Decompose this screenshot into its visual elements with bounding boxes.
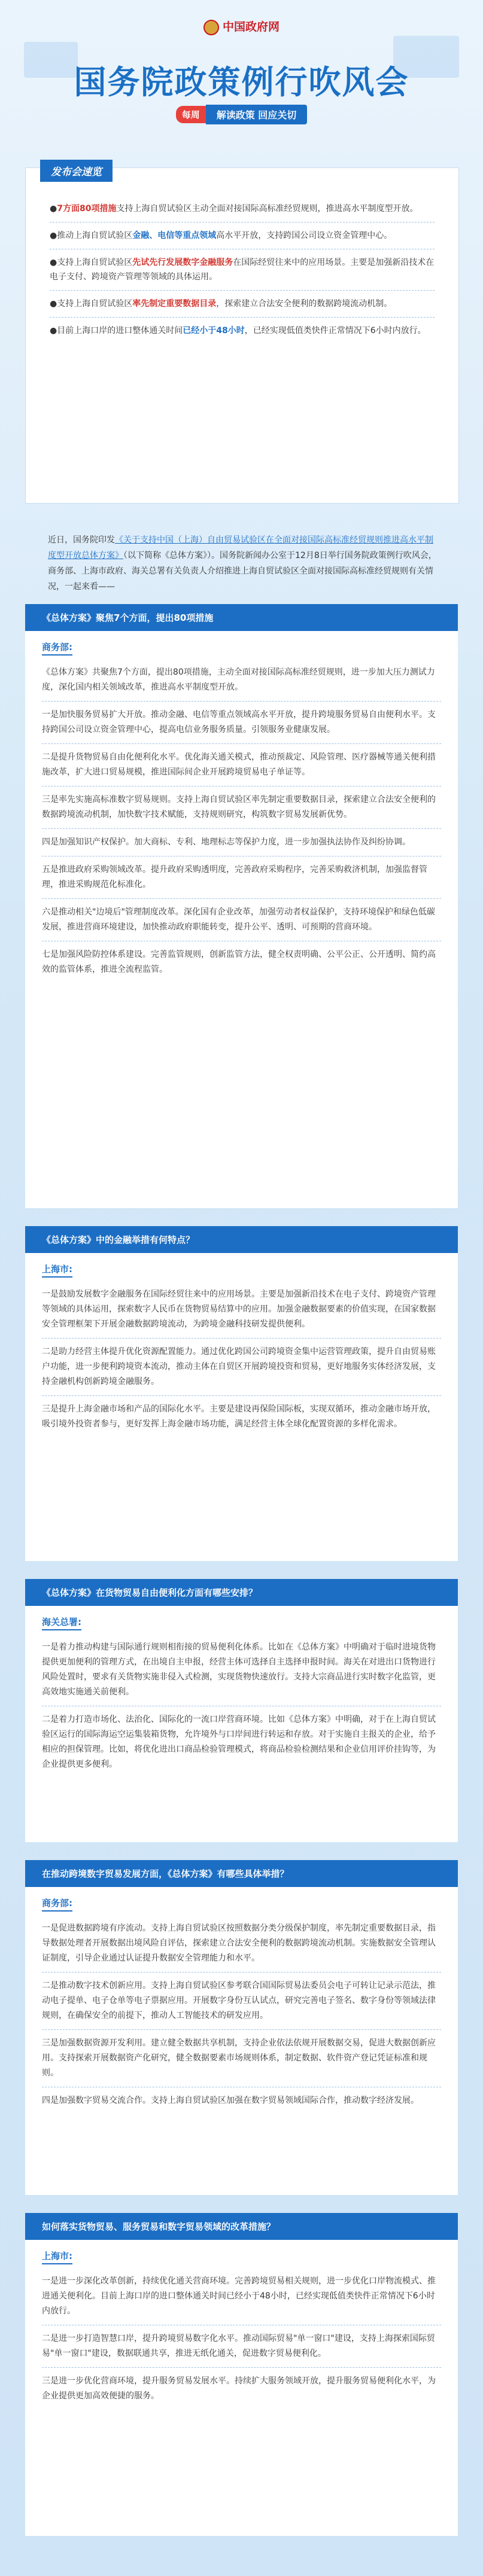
tag-badge: 每周 xyxy=(176,106,206,123)
section-paragraph: 五是推进政府采购领域改革。提升政府采购透明度，完善政府采购程序，完善采购救济机制，加强监督管理，推进采购规范化标准化。 xyxy=(42,856,441,899)
section-paragraph: 二是提升货物贸易自由化便利化水平。优化海关通关模式，推动预裁定、风险管理、医疗器械等通关便利措施改革，扩大进口贸易规模，推进国际间企业开展跨境贸易电子单证等。 xyxy=(42,744,441,786)
brief-item xyxy=(50,196,435,222)
section-paragraph: 一是着力推动构建与国际通行规则相衔接的贸易便利化体系。比如在《总体方案》中明确对于临时进境货物提供更加便利的管理方式，在出境自主申报，经营主体可选择自主选择申报时间。海关在对进出口货物进行风险处置时，要求有关货物实施非侵入式检测，实现货物快速放行。支持大宗商品进行实时数字化监管，更高效地实施通关前便利。 xyxy=(42,1634,441,1706)
section-paragraph: 一是进一步深化改革创新，持续优化通关营商环境。完善跨境贸易相关规则，进一步优化口岸物流模式、推进通关便利化。目前上海口岸的进口整体通关时间已经小于48小时，已经实现低值类快件正常情况下6小时内放行。 xyxy=(42,2268,441,2325)
section-paragraph: 一是促进数据跨境有序流动。支持上海自贸试验区按照数据分类分级保护制度，率先制定重要数据目录，指导数据处理者开展数据出境风险自评估，探索建立合法安全便利的数据跨境流动机制。实施数据安全管理认证制度，引导企业通过认证提升数据安全管理能力和水平。 xyxy=(42,1915,441,1973)
masthead xyxy=(0,0,483,150)
intro-text: （以下简称《总体方案》）。国务院新闻办公室于12月8日举行国务院政策例行吹风会，商务部、上海市政府、海关总署有关负责人介绍推进上海自贸试验区全面对接国际高标准经贸规则有关情况，一起来看—— xyxy=(48,551,437,592)
section-card xyxy=(25,1860,458,2195)
section-paragraph: 一是加快服务贸易扩大开放。推动金融、电信等重点领域高水平开放，提升跨境服务贸易自由便利水平。支持跨国公司设立资金管理中心，提高电信业务服务质量。引领服务业健康发展。 xyxy=(42,702,441,744)
section-heading: 《总体方案》中的金融举措有何特点？ xyxy=(25,1226,458,1253)
intro-text: 近日，国务院印发 xyxy=(48,535,115,545)
site-name: 中国政府网 xyxy=(222,20,280,33)
section-paragraph: 二是推动数字技术创新应用。支持上海自贸试验区参考联合国国际贸易法委员会电子可转让记录示范法，推动电子提单、电子仓单等电子票据应用。开展数字身份互认试点，研究完善电子签名、数字身份等领域法律规则，在确保安全的前提下，推动人工智能技术的研发应用。 xyxy=(42,1973,441,2030)
section-paragraph: 二是着力打造市场化、法治化、国际化的一流口岸营商环境。比如《总体方案》中明确，对于在上海自贸试验区运行的国际海运空运集装箱货物，允许境外与口岸间进行转运和存放。对于实施自主报关的企业，给予相应的担保管理。比如，将优化进出口商品检验管理模式，将商品检验检测结果和企业信用评价挂钩等，为企业提供更多便利。 xyxy=(42,1715,436,1769)
brief-item xyxy=(50,318,435,344)
brief-text: 在国际经贸往来中的应用场景。主要是加强新沿技术在电子支付、跨境资产管理等领域的具体运用。 xyxy=(50,258,435,282)
brief-highlight: 金融、电信等重点领域 xyxy=(132,231,217,240)
brief-highlight: 7方面80项措施 xyxy=(57,204,117,214)
tagline xyxy=(0,105,483,124)
section-card xyxy=(25,604,458,1208)
brief-text: ●推动上海自贸试验区 xyxy=(50,231,133,240)
brief-item xyxy=(50,222,435,249)
policy-link[interactable]: 《关于支持中国（上海）自由贸易试验区在全面对接国际高标准经贸规则推进高水平制度型开放总体方案》 xyxy=(48,535,433,560)
brief-text: ，探索建立合法安全便利的数据跨境流动机制。 xyxy=(216,299,393,309)
section-paragraph: 二是进一步打造智慧口岸，提升跨境贸易数字化水平。推动国际贸易"单一窗口"建设，支持上海探索国际贸易"单一窗口"建设，数据联通共享，推进无纸化通关，促进数字贸易便利化。 xyxy=(42,2325,441,2368)
speaker-label: 上海市: xyxy=(42,1263,72,1278)
section-heading: 《总体方案》聚焦7个方面，提出80项措施 xyxy=(25,604,458,631)
section-paragraph: 四是加强数字贸易交流合作。支持上海自贸试验区加强在数字贸易领域国际合作，推动数字经济发展。 xyxy=(42,2096,419,2105)
section-paragraph: 四是加强知识产权保护。加大商标、专利、地理标志等保护力度，进一步加强执法协作及纠纷协调。 xyxy=(42,829,441,856)
brief-text: 支持上海自贸试验区主动全面对接国际高标准经贸规则，推进高水平制度型开放。 xyxy=(116,204,418,214)
section-card xyxy=(25,1579,458,1842)
brief-list xyxy=(26,168,458,356)
brief-text: ●目前上海口岸的进口整体通关时间 xyxy=(50,326,183,336)
brief-highlight: 已经小于48小时 xyxy=(183,326,245,336)
brief-text: ● xyxy=(50,204,57,214)
section-paragraph: 三是率先实施高标准数字贸易规则。支持上海自贸试验区率先制定重要数据目录，探索建立合法安全便利的数据跨境流动机制，加快数字技术赋能，支持规则研究，构筑数字贸易发展新优势。 xyxy=(42,786,441,829)
section-card xyxy=(25,2213,458,2536)
section-paragraph: 三是进一步优化营商环境，提升服务贸易发展水平。持续扩大服务领域开放，提升服务贸易便利化水平，为企业提供更加高效便捷的服务。 xyxy=(42,2376,436,2401)
speaker-label: 商务部: xyxy=(42,1897,72,1912)
section-heading: 在推动跨境数字贸易发展方面，《总体方案》有哪些具体举措？ xyxy=(25,1860,458,1887)
brief-item xyxy=(50,291,435,318)
section-paragraph: 三是提升上海金融市场和产品的国际化水平。主要是建设再保险国际板，实现双循环，推动金融市场开放，吸引境外投资者参与，更好发挥上海金融市场功能，满足经营主体全球化配置资源的多样化需求。 xyxy=(42,1404,436,1429)
section-paragraph: 三是加强数据资源开发利用。建立健全数据共享机制，支持企业依法依规开展数据交易，促进大数据创新应用。支持探索开展数据资产化研究，健全数据要素市场规则体系，制定数据、软件资产登记凭证标准和规则。 xyxy=(42,2030,441,2087)
brief-text: 高水平开放，支持跨国公司设立资金管理中心。 xyxy=(216,231,393,240)
speaker-label: 海关总署: xyxy=(42,1615,81,1630)
speaker-label: 商务部: xyxy=(42,641,72,656)
section-paragraph: 六是推动相关"边境后"管理制度改革。深化国有企业改革，加强劳动者权益保护，支持环境保护和绿色低碳发展，推进营商环境建设，加快推动政府职能转变，提升公平、透明、可预期的营商环境。 xyxy=(42,899,441,941)
section-heading: 《总体方案》在货物贸易自由便利化方面有哪些安排？ xyxy=(25,1579,458,1606)
brief-title: 发布会速览 xyxy=(40,160,113,182)
brief-text: ●支持上海自贸试验区 xyxy=(50,258,133,267)
intro xyxy=(48,532,437,595)
speaker-label: 上海市: xyxy=(42,2249,72,2264)
tag-text: 解读政策 回应关切 xyxy=(206,105,308,124)
emblem-icon xyxy=(203,20,219,35)
brief-highlight: 先试先行发展数字金融服务 xyxy=(132,258,233,267)
brief-highlight: 率先制定重要数据目录 xyxy=(132,299,217,309)
section-paragraph: 七是加强风险防控体系建设。完善监管规则，创新监管方法，健全权责明确、公平公正、公开透明、简约高效的监管体系，推进全流程监管。 xyxy=(42,950,436,974)
site-logo[interactable] xyxy=(0,18,483,35)
page-title: 国务院政策例行吹风会 xyxy=(74,63,409,101)
section-paragraph: 二是助力经营主体提升优化资源配置能力。通过优化跨国公司跨境资金集中运营管理政策，提升自由贸易账户功能，进一步便利跨境资本流动，推动主体在自贸区开展跨境投资和贸易，更好地服务实体经济发展，支持金融机构创新跨境金融服务。 xyxy=(42,1339,441,1396)
section-paragraph: 《总体方案》共聚焦7个方面，提出80项措施，主动全面对接国际高标准经贸规则，进一步加大压力测试力度，深化国内相关领域改革，推进高水平制度型开放。 xyxy=(42,659,441,702)
section-card xyxy=(25,1226,458,1561)
brief-text: ，已经实现低值类快件正常情况下6小时内放行。 xyxy=(244,326,426,336)
section-heading: 如何落实货物贸易、服务贸易和数字贸易领域的改革措施？ xyxy=(25,2213,458,2240)
brief-card xyxy=(25,167,459,504)
section-paragraph: 一是鼓励发展数字金融服务在国际经贸往来中的应用场景。主要是加强新沿技术在电子支付、跨境资产管理等领域的具体运用，探索数字人民币在货物贸易结算中的应用。加强金融数据要素的价值实现，在国家数据安全管理框架下开展金融数据跨境流动，为跨境金融科技研发提供便利。 xyxy=(42,1281,441,1339)
brief-item xyxy=(50,249,435,291)
brief-text: ●支持上海自贸试验区 xyxy=(50,299,133,309)
